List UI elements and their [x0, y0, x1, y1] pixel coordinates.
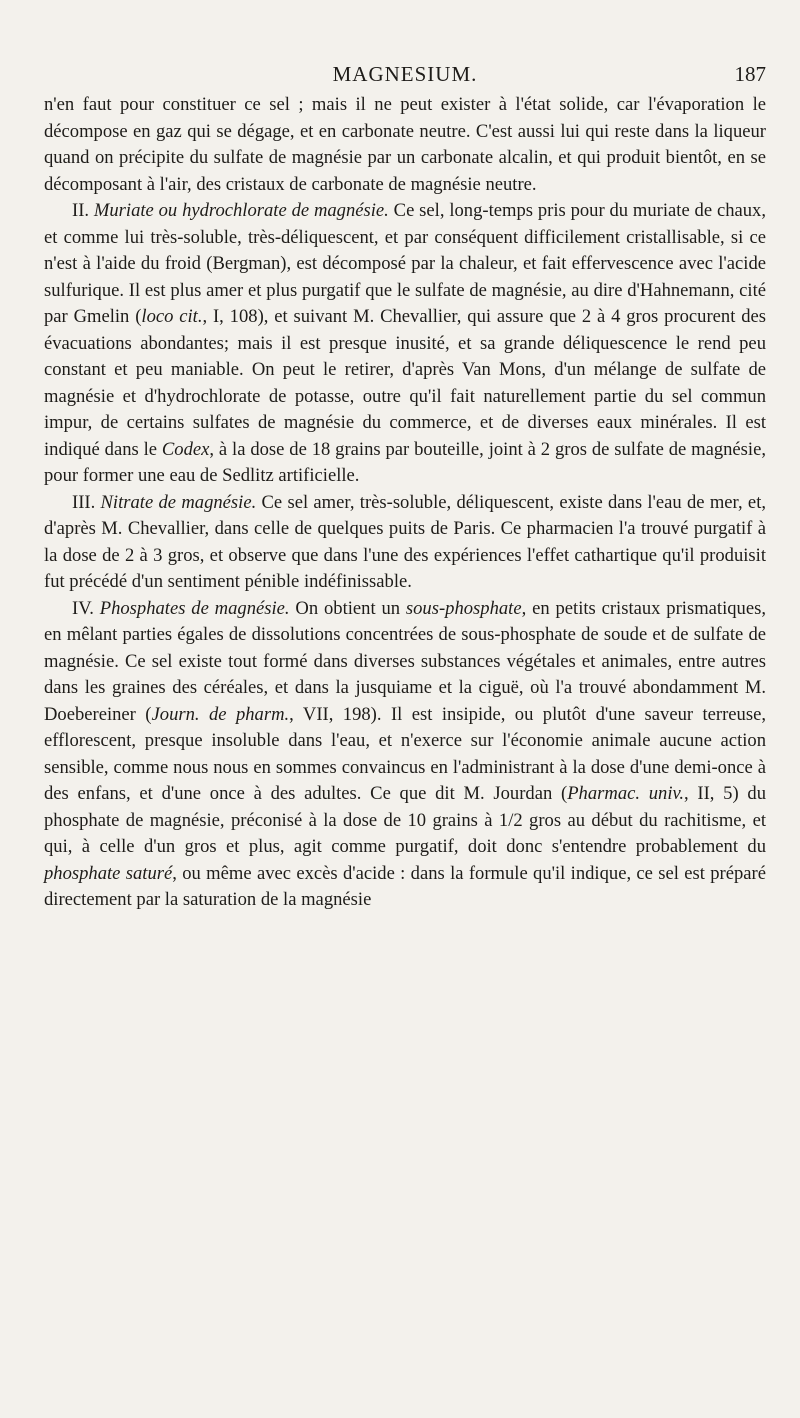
paragraph-continuation: n'en faut pour constituer ce sel ; mais il ne peut exister à l'état solide, car l'évaporation le décompose en gaz qui se dégage, et en carbonate neutre. C'est aussi lui qui reste dans la liqueur quand on précipite du sulfate de magnésie par un carbonate alcalin, et qui produit bientôt, en se décomposant à l'air, des cristaux de carbonate de magnésie neutre. — [44, 94, 766, 195]
section-heading: Nitrate de magnésie. — [100, 491, 257, 513]
section-heading: Phosphates de magnésie. — [99, 597, 290, 619]
section-number: IV. — [72, 597, 94, 619]
citation: Codex — [161, 438, 210, 460]
running-head: MAGNESIUM. — [332, 62, 478, 86]
paragraph-muriate: II. Muriate ou hydrochlorate de magnésie. Ce sel, long-temps pris pour du muriate de chaux, et comme lui très-soluble, très-déliquescent, et par conséquent difficilement cristallisable, si ce n'est à l'aide du froid (Bergman), est décomposé par la chaleur, et fait effervescence avec l'acide sulfurique. Il est plus amer et plus purgatif que le sulfate de magnésie, au dire d'Hahnemann, cité par Gmelin (loco cit., I, 108), et suivant M. Chevallier, qui assure que 2 à 4 gros procurent des évacuations abondantes; mais il est presque inusité, et sa grande déliquescence le rend peu constant et peu maniable. On peut le retirer, d'après Van Mons, d'un mélange de sulfate de magnésie et d'hydrochlorate de potasse, outre qu'il fait naturellement partie du sel commun impur, de certains sulfates de magnésie du commerce, et de diverses eaux minérales. Il est indiqué dans le Codex, à la dose de 18 grains par bouteille, joint à 2 gros de sulfate de magnésie, pour former une eau de Sedlitz artificielle. — [44, 200, 766, 486]
citation: Pharmac. univ. — [567, 783, 685, 804]
paragraph-nitrate: III. Nitrate de magnésie. Ce sel amer, très-soluble, déliquescent, existe dans l'eau de mer, et, d'après M. Chevallier, dans celle de quelques puits de Paris. Ce pharmacien l'a trouvé purgatif à la dose de 2 à 3 gros, et observe que dans l'une des expériences l'effet cathartique qu'il produisit fut précédé d'un sentiment pénible indéfinissable. — [44, 491, 767, 592]
page-header — [44, 62, 766, 92]
emphasis: sous-phosphate — [405, 597, 522, 619]
section-number: III. — [72, 491, 96, 513]
emphasis: phosphate saturé — [44, 862, 173, 884]
page-number: 187 — [734, 62, 766, 86]
section-number: II. — [72, 200, 90, 221]
paragraph-phosphates: IV. Phosphates de magnésie. On obtient un sous-phosphate, en petits cristaux prismatiques, en mêlant parties égales de dissolutions concentrées de sous-phosphate de soude et de sulfate de magnésie. Ce sel existe tout formé dans diverses substances végétales et animales, entre autres dans les graines des céréales, et dans la jusquiame et la ciguë, où l'a trouvé abondamment M. Doebereiner (Journ. de pharm., VII, 198). Il est insipide, ou plutôt d'une saveur terreuse, efflorescent, presque insoluble dans l'eau, et n'exerce sur l'économie animale aucune action sensible, comme nous nous en sommes convaincus en l'administrant à la dose d'une demi-once à des enfans, et d'une once à des adultes. Ce que dit M. Jourdan (Pharmac. univ., II, 5) du phosphate de magnésie, préconisé à la dose de 10 grains à 1/2 gros au début du rachitisme, et qui, à celle d'un gros et plus, agit comme purgatif, doit donc s'entendre probablement du phosphate saturé, ou même avec excès d'acide : dans la formule qu'il indique, ce sel est préparé directement par la saturation de la magnésie — [44, 597, 766, 910]
body-text — [44, 92, 766, 914]
citation: Journ. de pharm. — [151, 703, 290, 725]
citation: loco cit. — [141, 306, 203, 327]
section-heading: Muriate ou hydrochlorate de magnésie. — [93, 200, 389, 221]
